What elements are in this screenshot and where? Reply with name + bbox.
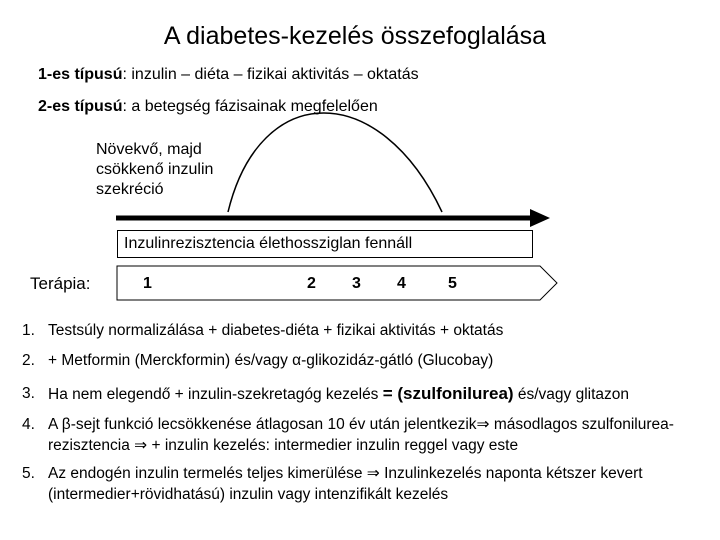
therapy-step-1: 1 (143, 275, 152, 292)
type2-text: : a betegség fázisainak megfelelően (122, 98, 378, 115)
list-item-number: 4. (22, 416, 35, 433)
type1-text: : inzulin – diéta – fizikai aktivitás – oktatás (122, 66, 419, 83)
list-item-text (48, 463, 712, 505)
list-item (22, 463, 712, 505)
implies-arrow-icon: ⇒ (134, 437, 148, 454)
list-item (22, 414, 712, 456)
list-item-number: 5. (22, 465, 35, 482)
list-item-text (48, 383, 712, 405)
timeline-arrow-head (530, 209, 550, 227)
insulin-secretion-label: Növekvő, majd csökkenő inzulin szekréció (96, 141, 214, 198)
list-item-number: 1. (22, 322, 35, 339)
type2-label: 2-es típusú (38, 98, 123, 115)
list-item-text-post: Inzulinkezelés naponta kétszer kevert (intermedier+rövidhatású) inzulin vagy intenzifikált kezelés (48, 465, 643, 503)
list-item-text-pre: Ha nem elegendő + inzulin-szekretagóg kezelés (48, 386, 383, 403)
type1-label: 1-es típusú (38, 66, 123, 83)
list-item (22, 383, 712, 405)
sulfonylurea-emphasis: = (szulfonilurea) (382, 384, 514, 403)
implies-arrow-icon: ⇒ (476, 416, 490, 433)
therapy-step-3: 3 (352, 275, 361, 292)
list-item-text: Testsúly normalizálása + diabetes-diéta + fizikai aktivitás + oktatás (48, 322, 504, 339)
therapy-step-5: 5 (448, 275, 457, 292)
list-item-text-post: + inzulin kezelés: intermedier inzulin reggel vagy este (147, 437, 519, 454)
list-item-text-pre: Az endogén inzulin termelés teljes kimerülése (48, 465, 367, 482)
page-title: A diabetes-kezelés összefoglalása (163, 22, 547, 50)
insulin-resistance-box: Inzulinrezisztencia élethossziglan fennáll (117, 230, 533, 258)
list-item (22, 320, 712, 341)
list-item-number: 3. (22, 385, 35, 402)
therapy-step-4: 4 (397, 275, 406, 292)
list-item-text-post: és/vagy glitazon (513, 386, 630, 403)
list-item-text (48, 414, 712, 456)
list-item-text-post: másodlagos szulfonilurea-rezisztencia (48, 416, 674, 454)
insulin-secretion-curve (228, 113, 442, 212)
list-item-text-pre: A β-sejt funkció lecsökkenése átlagosan 10 év után jelentkezik (48, 416, 477, 433)
list-item-number: 2. (22, 352, 35, 369)
therapy-label: Terápia: (30, 274, 91, 293)
list-item (22, 350, 712, 371)
implies-arrow-icon: ⇒ (366, 465, 380, 482)
therapy-arrow-outline (117, 266, 557, 300)
list-item-text: + Metformin (Merckformin) és/vagy α-glikozidáz-gátló (Glucobay) (48, 352, 494, 369)
therapy-step-2: 2 (307, 275, 316, 292)
